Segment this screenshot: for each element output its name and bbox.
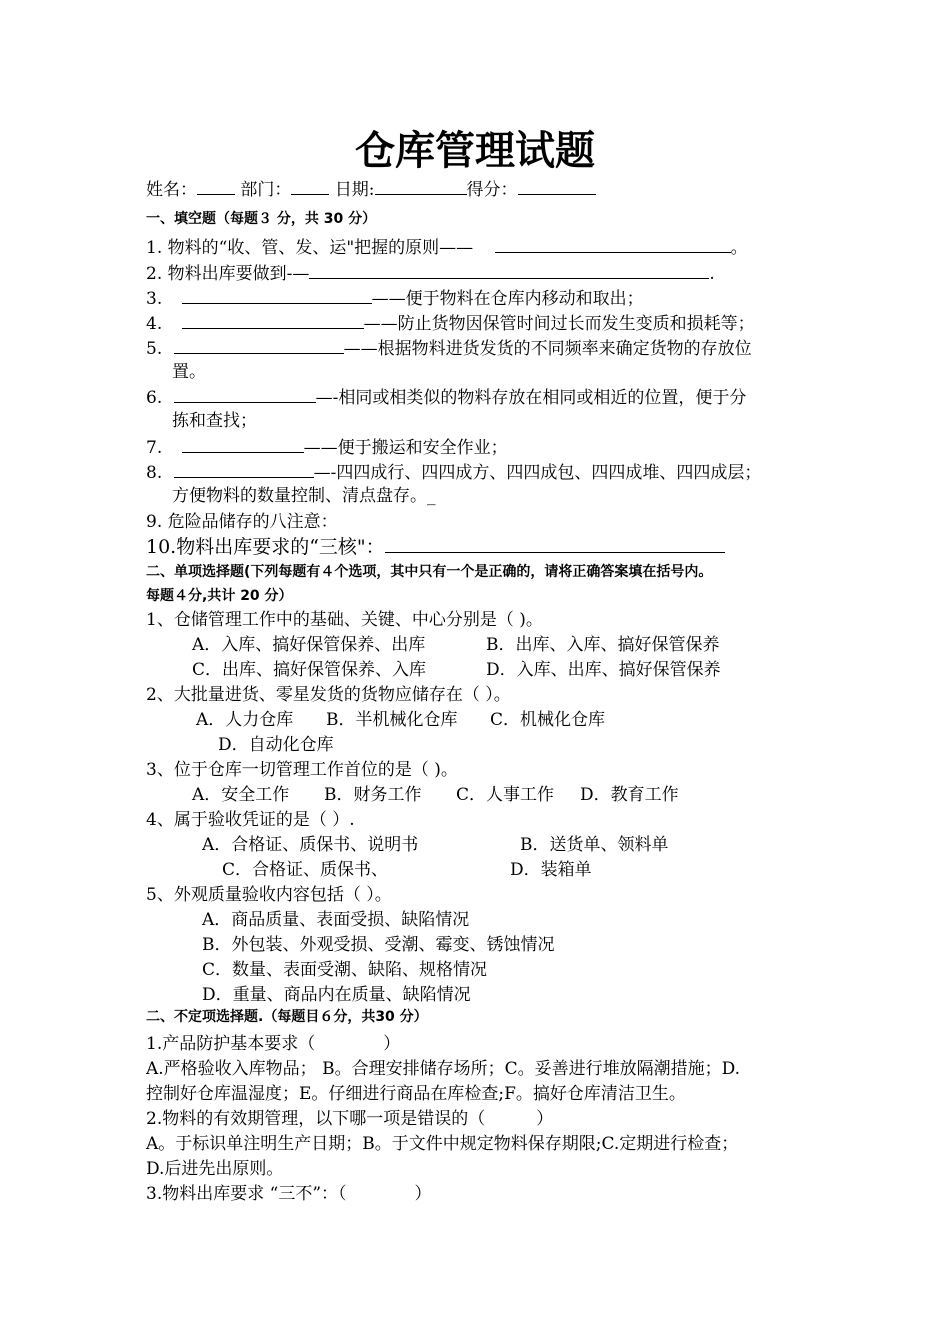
option-b[interactable]: B．半机械化仓库	[326, 710, 458, 730]
answer-blank[interactable]	[174, 384, 316, 403]
fill-question-9: 9. 危险品储存的八注意：	[146, 512, 338, 532]
score-label: 得分：	[466, 180, 518, 200]
multi-question-2: 2.物料的有效期管理，以下哪一项是错误的（ ）	[146, 1109, 554, 1129]
question-number: 3.	[146, 289, 163, 309]
answer-blank[interactable]	[495, 234, 731, 253]
question-number: 1.	[146, 238, 163, 258]
option-d[interactable]: D．入库、出库、搞好保管保养	[486, 660, 721, 680]
answer-blank[interactable]	[182, 434, 304, 453]
fill-question-6	[146, 384, 746, 410]
option-b[interactable]: B．送货单、领料单	[520, 835, 669, 855]
answer-blank[interactable]	[309, 260, 709, 279]
question-text: ——防止货物因保管时间过长而发生变质和损耗等；	[363, 314, 755, 334]
option-c[interactable]: C．出库、搞好保管保养、入库	[192, 660, 427, 680]
choice-question-1: 1、仓储管理工作中的基础、关键、中心分别是（ )。	[146, 610, 543, 630]
question-text: 物料的“收、管、发、运"把握的原则——	[167, 238, 474, 258]
section-2-heading-cont: 每题４分,共计 20 分）	[146, 588, 293, 604]
question-number: 4.	[146, 314, 163, 334]
fill-question-3	[146, 285, 644, 311]
option-b[interactable]: B．财务工作	[324, 785, 422, 805]
question-end: .	[709, 264, 715, 284]
question-number: 6.	[146, 388, 163, 408]
date-blank[interactable]	[375, 176, 467, 195]
multi-question-1-options: A.严格验收入库物品； B。合理安排储存场所；C。妥善进行堆放隔潮措施；D.	[146, 1059, 741, 1079]
dept-blank[interactable]	[291, 176, 329, 195]
question-number: 7.	[146, 438, 163, 458]
multi-question-2-options-cont: D.后进先出原则。	[146, 1159, 284, 1179]
page-title: 仓库管理试题	[355, 128, 595, 174]
option-a[interactable]: A．合格证、质保书、说明书	[202, 835, 419, 855]
question-text: —-四四成行、四四成方、四四成包、四四成堆、四四成层；	[313, 463, 762, 483]
choice-question-4: 4、属于验收凭证的是（ ）.	[146, 810, 355, 830]
option-c[interactable]: C．数量、表面受潮、缺陷、规格情况	[202, 960, 488, 980]
option-a[interactable]: A．商品质量、表面受损、缺陷情况	[202, 910, 470, 930]
fill-question-5-cont: 置。	[172, 362, 206, 382]
question-number: 8.	[146, 463, 163, 483]
multi-question-1: 1.产品防护基本要求（ ）	[146, 1034, 401, 1054]
option-d[interactable]: D．自动化仓库	[218, 735, 334, 755]
dept-label: 部门：	[240, 180, 292, 200]
section-1-heading: 一、填空题（每题３ 分，共 30 分）	[146, 211, 377, 227]
option-a[interactable]: A．入库、搞好保管保养、出库	[192, 635, 426, 655]
header-fields	[146, 176, 596, 202]
score-blank[interactable]	[518, 176, 596, 195]
question-number: 5.	[146, 339, 163, 359]
question-text: ——便于物料在仓库内移动和取出；	[371, 289, 644, 309]
option-d[interactable]: D．重量、商品内在质量、缺陷情况	[202, 985, 471, 1005]
fill-question-4	[146, 310, 755, 336]
section-2-heading: 二、单项选择题(下列每题有４个选项，其中只有一个是正确的，请将正确答案填在括号内。	[146, 564, 713, 580]
option-b[interactable]: B．出库、入库、搞好保管保养	[486, 635, 720, 655]
answer-blank[interactable]	[182, 285, 372, 304]
answer-blank[interactable]	[182, 310, 364, 329]
question-text: 10.物料出库要求的“三核"：	[146, 536, 385, 558]
choice-question-3: 3、位于仓库一切管理工作首位的是（ )。	[146, 760, 458, 780]
option-b[interactable]: B．外包装、外观受损、受潮、霉变、锈蚀情况	[202, 935, 555, 955]
option-c[interactable]: C．机械化仓库	[490, 710, 606, 730]
question-text: ——根据物料进货发货的不同频率来确定货物的存放位	[343, 339, 752, 359]
date-label: 日期:	[334, 180, 375, 200]
option-d[interactable]: D．装箱单	[510, 860, 592, 880]
choice-question-2: 2、大批量进货、零星发货的货物应储存在（ ）。	[146, 685, 511, 705]
name-label: 姓名：	[146, 180, 197, 200]
multi-question-3: 3.物料出库要求 “三不”：（ ）	[146, 1184, 432, 1204]
question-text: —-相同或相类似的物料存放在相同或相近的位置，便于分	[315, 388, 747, 408]
fill-question-8-cont: 方便物料的数量控制、清点盘存。_	[172, 486, 436, 506]
answer-blank[interactable]	[385, 534, 725, 553]
question-number: 2.	[146, 264, 163, 284]
option-a[interactable]: A．人力仓库	[196, 710, 294, 730]
name-blank[interactable]	[197, 176, 235, 195]
choice-question-5: 5、外观质量验收内容包括（ ）。	[146, 885, 392, 905]
question-text: ——便于搬运和安全作业；	[303, 438, 508, 458]
option-c[interactable]: C．人事工作	[456, 785, 555, 805]
question-end: 。	[730, 238, 748, 258]
option-d[interactable]: D．教育工作	[580, 785, 679, 805]
fill-question-1	[146, 234, 748, 260]
option-a[interactable]: A．安全工作	[192, 785, 290, 805]
option-c[interactable]: C．合格证、质保书、	[222, 860, 389, 880]
answer-blank[interactable]	[174, 335, 344, 354]
question-text: 物料出库要做到-—	[167, 264, 310, 284]
fill-question-5	[146, 335, 752, 361]
multi-question-1-options-cont: 控制好仓库温湿度；E。仔细进行商品在库检查;F。搞好仓库清洁卫生。	[146, 1084, 686, 1104]
fill-question-2	[146, 260, 715, 286]
fill-question-10	[146, 534, 725, 559]
fill-question-6-cont: 拣和查找；	[172, 411, 257, 431]
fill-question-8	[146, 459, 761, 485]
multi-question-2-options: A。于标识单注明生产日期；B。于文件中规定物料保存期限;C.定期进行检查；	[146, 1134, 739, 1154]
fill-question-7	[146, 434, 508, 460]
section-3-heading: 二、不定项选择题.（每题目６分，共30 分）	[146, 1009, 428, 1025]
answer-blank[interactable]	[174, 459, 314, 478]
